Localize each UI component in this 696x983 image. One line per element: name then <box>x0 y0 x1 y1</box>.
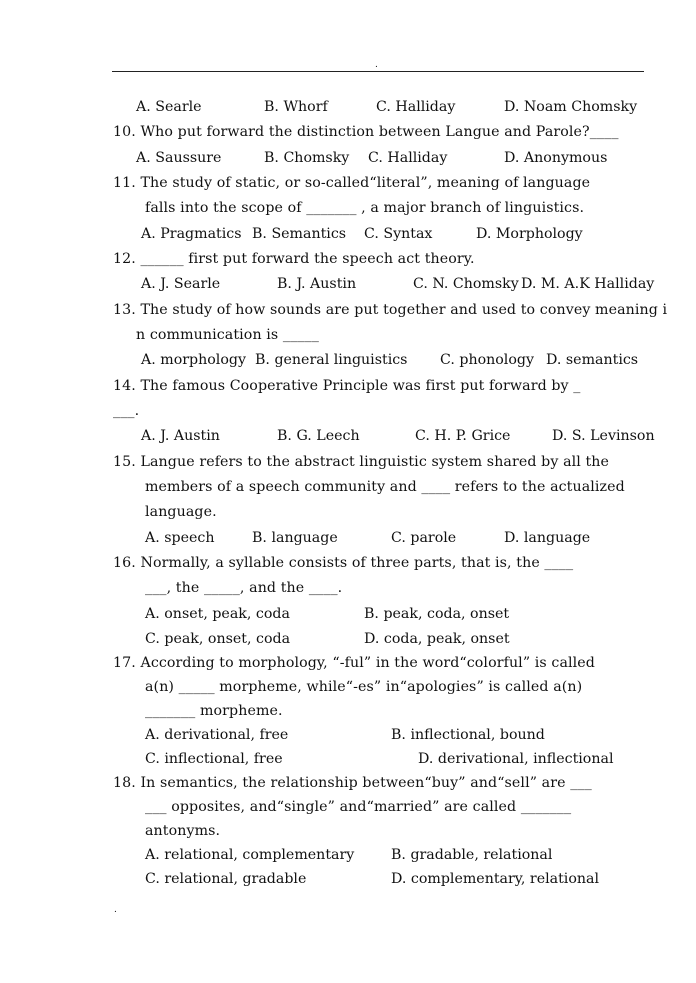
option-d: D. Morphology <box>476 226 583 242</box>
question-stem-line-3: language. <box>145 504 217 520</box>
option-b: B. gradable, relational <box>391 847 553 863</box>
option-b: B. Chomsky <box>264 150 350 166</box>
option-c: C. N. Chomsky <box>413 276 519 292</box>
question-stem-line-2: ___. <box>113 403 140 419</box>
question-stem-line-1: 13. The study of how sounds are put together and used to convey meaning i <box>113 302 668 318</box>
option-d: D. Noam Chomsky <box>504 99 638 115</box>
option-c: C. Syntax <box>364 226 433 242</box>
question-stem-line-2: ___, the _____, and the ____. <box>145 580 343 596</box>
option-c: C. H. P. Grice <box>415 428 511 444</box>
option-a: A. Pragmatics <box>141 226 242 242</box>
option-d: D. derivational, inflectional <box>418 751 614 767</box>
option-a: A. J. Searle <box>141 276 221 292</box>
option-b: B. language <box>252 530 338 546</box>
option-a: A. derivational, free <box>145 727 289 743</box>
option-d: D. Anonymous <box>504 150 608 166</box>
question-stem-line-1: 17. According to morphology, “-ful” in the word“colorful” is called <box>113 655 595 671</box>
question-stem-line-1: 18. In semantics, the relationship between“buy” and“sell” are ___ <box>113 775 592 791</box>
question-stem-line-1: 11. The study of static, or so-called“literal”, meaning of language <box>113 175 591 191</box>
option-c: C. phonology <box>440 352 534 368</box>
question-stem-line-3: _______ morpheme. <box>145 703 283 719</box>
option-a: A. J. Austin <box>141 428 220 444</box>
option-d: D. language <box>504 530 591 546</box>
option-d: D. S. Levinson <box>552 428 655 444</box>
footer-dot: . <box>114 905 117 915</box>
option-b: B. J. Austin <box>277 276 357 292</box>
option-b: B. Semantics <box>252 226 347 242</box>
question-stem-line-2: members of a speech community and ____ refers to the actualized <box>145 479 625 495</box>
option-b: B. inflectional, bound <box>391 727 545 743</box>
question-stem-line-2: ___ opposites, and“single” and“married” are called _______ <box>145 799 572 815</box>
option-c: C. relational, gradable <box>145 871 307 887</box>
option-d: D. complementary, relational <box>391 871 600 887</box>
question-stem-line-3: antonyms. <box>145 823 221 839</box>
option-c: C. peak, onset, coda <box>145 631 291 647</box>
question-stem: 12. ______ first put forward the speech act theory. <box>113 251 475 267</box>
option-a: A. morphology <box>141 352 246 368</box>
option-a: A. Saussure <box>136 150 222 166</box>
option-a: A. relational, complementary <box>145 847 355 863</box>
question-stem-line-1: 16. Normally, a syllable consists of three parts, that is, the ____ <box>113 555 574 571</box>
option-d: D. M. A.K Halliday <box>521 276 655 292</box>
option-a: A. speech <box>145 530 215 546</box>
option-a: A. onset, peak, coda <box>145 606 290 622</box>
option-b: B. Whorf <box>264 99 328 115</box>
question-stem-line-1: 14. The famous Cooperative Principle was first put forward by _ <box>113 378 581 394</box>
option-b: B. G. Leech <box>277 428 360 444</box>
option-d: D. coda, peak, onset <box>364 631 510 647</box>
option-b: B. peak, coda, onset <box>364 606 510 622</box>
option-c: C. Halliday <box>376 99 456 115</box>
option-c: C. parole <box>391 530 457 546</box>
question-stem-line-2: falls into the scope of _______ , a major branch of linguistics. <box>145 200 585 216</box>
option-d: D. semantics <box>546 352 639 368</box>
question-stem-line-2: n communication is _____ <box>136 327 319 343</box>
header-rule <box>112 71 644 72</box>
option-b: B. general linguistics <box>255 352 408 368</box>
option-c: C. inflectional, free <box>145 751 283 767</box>
question-stem-line-2: a(n) _____ morpheme, while“-es” in“apologies” is called a(n) <box>145 679 583 695</box>
option-a: A. Searle <box>136 99 202 115</box>
header-dot: . <box>375 60 378 70</box>
question-stem-line-1: 15. Langue refers to the abstract linguistic system shared by all the <box>113 454 610 470</box>
question-stem: 10. Who put forward the distinction between Langue and Parole?____ <box>113 124 619 140</box>
option-c: C. Halliday <box>368 150 448 166</box>
